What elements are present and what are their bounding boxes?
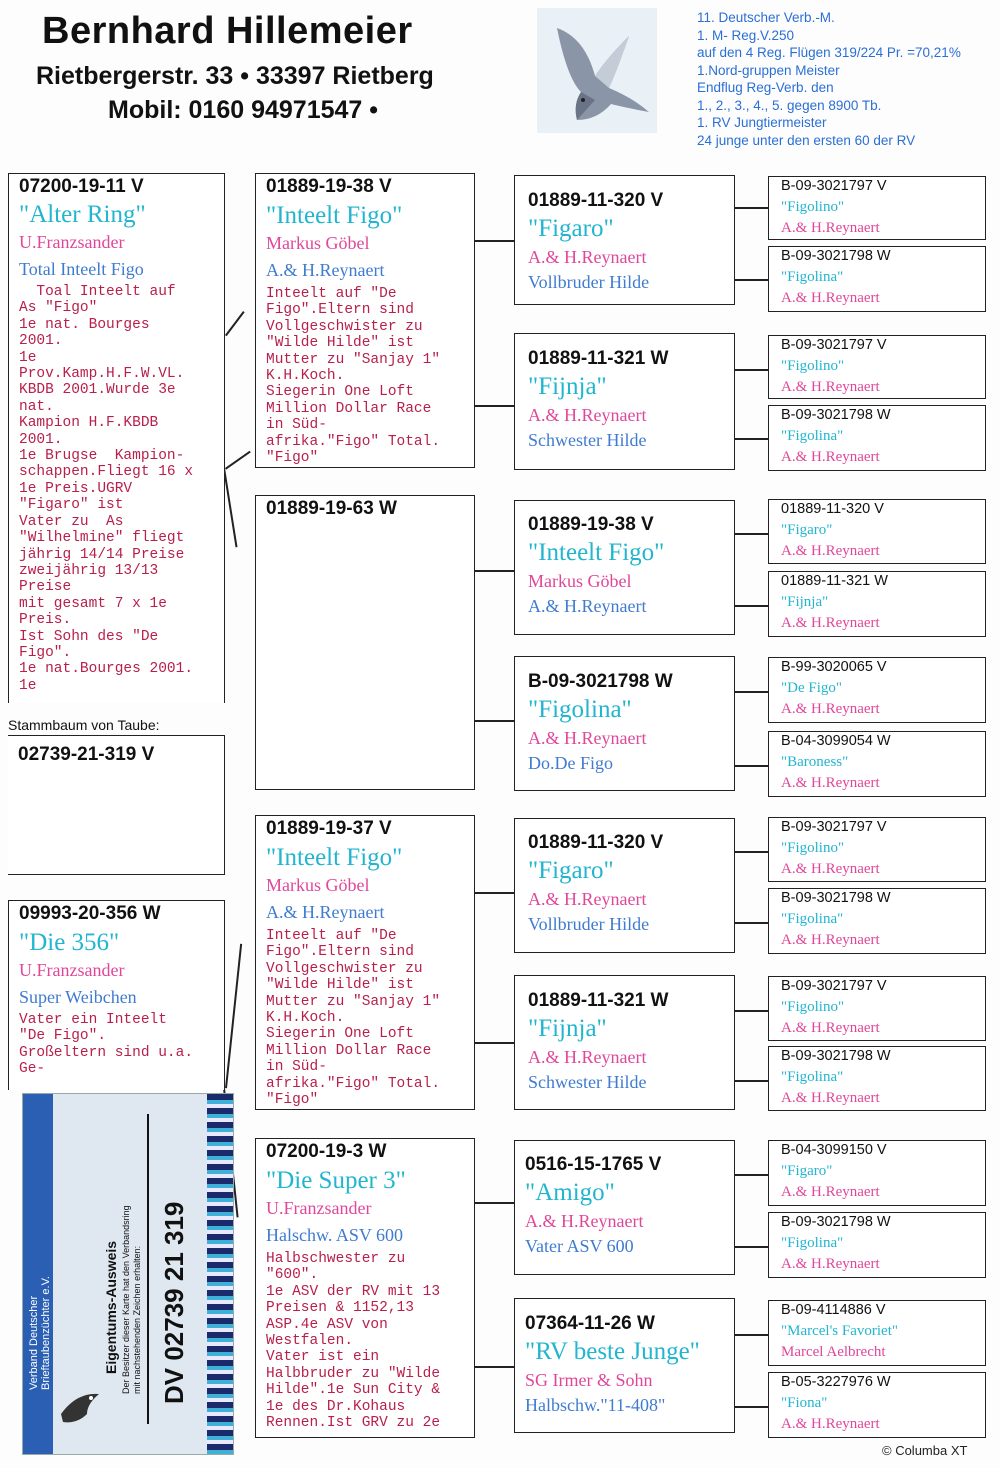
pigeon-name: "Figolina" xyxy=(781,428,844,444)
pigeon-name: "Figaro" xyxy=(781,1163,833,1179)
ownership-card xyxy=(22,1093,234,1455)
ring-number: B-09-3021798 W xyxy=(781,1048,891,1064)
achievement-line: 1. RV Jungtiermeister xyxy=(697,115,827,130)
gen3-card-1[interactable] xyxy=(514,175,735,305)
pigeon-description: A.& H.Reynaert xyxy=(266,260,385,280)
mother-card[interactable] xyxy=(8,900,225,1090)
breeder-name: A.& H.Reynaert xyxy=(781,1256,880,1272)
owner-name: Bernhard Hillemeier xyxy=(42,10,413,52)
ring-number: B-09-3021797 V xyxy=(781,337,887,353)
breeder-name: A.& H.Reynaert xyxy=(781,220,880,236)
breeder-name: A.& H.Reynaert xyxy=(781,1020,880,1036)
card-right-band xyxy=(207,1094,233,1454)
ring-number: 01889-11-321 W xyxy=(781,573,888,589)
pigeon-name: "Baroness" xyxy=(781,754,849,770)
ring-number: B-09-3021798 W xyxy=(781,248,891,264)
gen4-card-6[interactable] xyxy=(768,571,986,637)
pigeon-name: "Die 356" xyxy=(19,929,120,956)
gen2-card-3[interactable] xyxy=(255,815,475,1110)
ring-number: 01889-11-320 V xyxy=(528,832,664,853)
pigeon-description: Schwester Hilde xyxy=(528,1072,647,1092)
ring-number: 07200-19-11 V xyxy=(19,176,144,197)
achievement-line: 1.Nord-gruppen Meister xyxy=(697,62,840,78)
pigeon-notes: Vater ein Inteelt "De Figo". Großeltern sind u.a. Ge- xyxy=(19,1012,194,1078)
breeder-name: Markus Göbel xyxy=(266,233,370,253)
gen2-card-1[interactable] xyxy=(255,173,475,468)
ring-number: 01889-19-38 V xyxy=(266,176,392,197)
achievement-line: 24 junge unter den ersten 60 der RV xyxy=(697,132,916,148)
pigeon-name: "De Figo" xyxy=(781,680,842,696)
ring-number: 01889-19-63 W xyxy=(266,498,397,519)
breeder-name: A.& H.Reynaert xyxy=(781,290,880,306)
pigeon-name: "Figolino" xyxy=(781,199,845,215)
achievement-line: 11. Deutscher Verb.-M. xyxy=(697,10,835,25)
breeder-name: A.& H.Reynaert xyxy=(528,1047,647,1067)
card-divider xyxy=(147,1114,149,1424)
gen3-card-4[interactable] xyxy=(514,656,735,791)
pigeon-name: "Figolino" xyxy=(781,840,845,856)
card-text-line1: Der Besitzer dieser Karte hat den Verbandsring xyxy=(121,1205,131,1394)
achievement-line: 1., 2., 3., 4., 5. gegen 8900 Tb. xyxy=(697,97,882,113)
ring-number: 0516-15-1765 V xyxy=(525,1154,662,1175)
breeder-name: Marcel Aelbrecht xyxy=(781,1344,886,1360)
breeder-name: A.& H.Reynaert xyxy=(781,1090,880,1106)
gen4-card-3[interactable] xyxy=(768,335,986,399)
gen4-card-13[interactable] xyxy=(768,1140,986,1206)
breeder-name: A.& H.Reynaert xyxy=(781,543,880,559)
pigeon-name: "Figolina" xyxy=(781,269,844,285)
pigeon-logo xyxy=(537,8,657,133)
ring-number: B-09-3021798 W xyxy=(781,890,891,906)
breeder-name: Markus Göbel xyxy=(266,875,370,895)
pigeon-name: "Fijnja" xyxy=(528,1015,607,1042)
ring-number: B-09-3021797 V xyxy=(781,978,887,994)
breeder-name: A.& H.Reynaert xyxy=(781,1416,880,1432)
pigeon-description: A.& H.Reynaert xyxy=(266,902,385,922)
pigeon-name: "Fijnja" xyxy=(528,373,607,400)
ring-number: 07364-11-26 W xyxy=(525,1313,655,1334)
subject-pigeon-card[interactable] xyxy=(8,735,225,875)
pigeon-description: Halbschw."11-408" xyxy=(525,1395,666,1415)
breeder-name: U.Franzsander xyxy=(266,1198,372,1218)
ring-number: 01889-11-321 W xyxy=(528,348,669,369)
breeder-name: A.& H.Reynaert xyxy=(781,932,880,948)
breeder-name: A.& H.Reynaert xyxy=(525,1211,644,1231)
pigeon-description: Halschw. ASV 600 xyxy=(266,1225,404,1245)
ring-number: B-09-4114886 V xyxy=(781,1302,886,1318)
card-org xyxy=(28,1110,52,1390)
card-org-line1: Verband Deutscher xyxy=(28,1295,40,1390)
gen4-card-11[interactable] xyxy=(768,976,986,1041)
breeder-name: A.& H.Reynaert xyxy=(781,615,880,631)
pigeon-name: "Figolina" xyxy=(781,1235,844,1251)
ring-number: B-04-3099054 W xyxy=(781,733,891,749)
breeder-name: Markus Göbel xyxy=(528,571,632,591)
pigeon-notes: Inteelt auf "De Figo".Eltern sind Vollgeschwister zu "Wilde Hilde" ist Mutter zu "Sanjay 1" K.H.Koch. Siegerin One Loft Million Dollar Race in Süd- afrika."Figo" Total. "Figo" xyxy=(266,928,441,1109)
gen3-card-2[interactable] xyxy=(514,333,735,470)
ring-number: 01889-11-321 W xyxy=(528,990,669,1011)
ring-number: B-09-3021797 V xyxy=(781,819,887,835)
breeder-name: A.& H.Reynaert xyxy=(528,889,647,909)
breeder-name: A.& H.Reynaert xyxy=(528,405,647,425)
breeder-name: A.& H.Reynaert xyxy=(781,449,880,465)
ring-number: 09993-20-356 W xyxy=(19,903,161,924)
ring-number: B-09-3021798 W xyxy=(781,1214,891,1230)
ring-number: B-09-3021797 V xyxy=(781,178,887,194)
father-card[interactable] xyxy=(8,173,225,703)
pigeon-description: Vollbruder Hilde xyxy=(528,914,650,934)
achievement-line: 1. M- Reg.V.250 xyxy=(697,27,795,43)
ring-number: 01889-19-38 V xyxy=(528,514,654,535)
breeder-name: A.& H.Reynaert xyxy=(528,728,647,748)
breeder-name: A.& H.Reynaert xyxy=(781,861,880,877)
pigeon-name: "Fijnja" xyxy=(781,594,829,610)
ring-number: B-09-3021798 W xyxy=(528,671,673,692)
pigeon-name: "Marcel's Favoriet" xyxy=(781,1323,898,1339)
subject-ring-number: 02739-21-319 V xyxy=(18,744,155,765)
ring-number: B-05-3227976 W xyxy=(781,1374,891,1390)
gen4-card-5[interactable] xyxy=(768,499,986,564)
pigeon-name: "RV beste Junge" xyxy=(525,1338,700,1365)
gen2-card-4[interactable] xyxy=(255,1138,475,1438)
achievement-line: auf den 4 Reg. Flügen 319/224 Pr. =70,21% xyxy=(697,45,961,60)
pigeon-description: A.& H.Reynaert xyxy=(528,596,647,616)
breeder-name: A.& H.Reynaert xyxy=(781,379,880,395)
gen3-card-8[interactable] xyxy=(514,1298,735,1433)
gen3-card-5[interactable] xyxy=(514,818,735,953)
gen4-card-10[interactable] xyxy=(768,888,986,954)
eagle-emblem xyxy=(57,1384,103,1430)
achievements-list xyxy=(697,9,961,149)
breeder-name: U.Franzsander xyxy=(19,232,125,252)
pigeon-name: "Figolino" xyxy=(781,358,845,374)
pigeon-description: Do.De Figo xyxy=(528,753,613,773)
stammbaum-label: Stammbaum von Taube: xyxy=(8,717,160,733)
gen4-card-4[interactable] xyxy=(768,405,986,471)
pigeon-notes: Inteelt auf "De Figo".Eltern sind Vollgeschwister zu "Wilde Hilde" ist Mutter zu "Sanjay 1" K.H.Koch. Siegerin One Loft Million Dollar Race in Süd- afrika."Figo" Total. "Figo" xyxy=(266,286,441,467)
pigeon-name: "Inteelt Figo" xyxy=(528,539,665,566)
pigeon-name: "Figaro" xyxy=(528,857,614,884)
card-org-line2: Brieftaubenzüchter e.V. xyxy=(40,1276,52,1390)
gen4-card-1[interactable] xyxy=(768,176,986,240)
breeder-name: A.& H.Reynaert xyxy=(528,247,647,267)
owner-mobile: Mobil: 0160 94971547 • xyxy=(108,96,379,124)
card-title: Eigentums-Ausweis xyxy=(103,1240,119,1374)
breeder-name: A.& H.Reynaert xyxy=(781,775,880,791)
pigeon-description: Vater ASV 600 xyxy=(525,1236,634,1256)
pigeon-name: "Figolino" xyxy=(781,999,845,1015)
pigeon-name: "Figolina" xyxy=(781,1069,844,1085)
card-ring-number: DV 02739 21 319 xyxy=(159,1201,189,1404)
pigeon-name: "Fiona" xyxy=(781,1395,828,1411)
pigeon-name: "Figolina" xyxy=(781,911,844,927)
gen4-card-9[interactable] xyxy=(768,817,986,882)
pigeon-description: Schwester Hilde xyxy=(528,430,647,450)
pigeon-name: "Die Super 3" xyxy=(266,1167,406,1194)
pigeon-name: "Amigo" xyxy=(525,1179,615,1206)
breeder-name: A.& H.Reynaert xyxy=(781,1184,880,1200)
gen2-card-2[interactable] xyxy=(255,495,475,790)
ring-number: 01889-19-37 V xyxy=(266,818,392,839)
pigeon-notes: Toal Inteelt auf As "Figo" 1e nat. Bourges 2001. 1e Prov.Kamp.H.F.W.VL. KBDB 2001.Wurde 3e nat. Kampion H.F.KBDB 2001. 1e Brugse Kampion- schappen.Fliegt 16 x 1e Preis.UGRV "Figaro" ist Vater zu As "Wilhelmine" fliegt jährig 14/14 Preise zweijährig 13/13 Preise mit gesamt 7 x 1e Preis. Ist Sohn des "De Figo". 1e nat.Bourges 2001. 1e xyxy=(19,284,194,694)
pigeon-name: "Inteelt Figo" xyxy=(266,844,403,871)
owner-address: Rietbergerstr. 33 • 33397 Rietberg xyxy=(36,62,434,90)
copyright-text: © Columba XT xyxy=(882,1443,968,1458)
pigeon-name: "Figaro" xyxy=(528,215,614,242)
breeder-name: U.Franzsander xyxy=(19,960,125,980)
breeder-name: SG Irmer & Sohn xyxy=(525,1370,653,1390)
pigeon-name: "Figolina" xyxy=(528,696,632,723)
gen4-card-8[interactable] xyxy=(768,731,986,797)
pigeon-notes: Halbschwester zu "600". 1e ASV der RV mit 13 Preisen & 1152,13 ASP.4e ASV von Westfalen. Vater ist ein Halbbruder zu "Wilde Hilde".1e Sun City & 1e des Dr.Kohaus Rennen.Ist GRV zu 2e xyxy=(266,1251,441,1432)
pigeon-name: "Figaro" xyxy=(781,522,833,538)
card-text xyxy=(121,1114,143,1394)
pigeon-description: Vollbruder Hilde xyxy=(528,272,650,292)
ring-number: B-09-3021798 W xyxy=(781,407,891,423)
gen3-card-7[interactable] xyxy=(514,1140,735,1275)
gen3-card-6[interactable] xyxy=(514,975,735,1110)
gen4-card-2[interactable] xyxy=(768,246,986,312)
ring-number: 01889-11-320 V xyxy=(528,190,664,211)
pigeon-description: Total Inteelt Figo xyxy=(19,259,144,279)
breeder-name: A.& H.Reynaert xyxy=(781,701,880,717)
gen4-card-15[interactable] xyxy=(768,1300,986,1366)
ring-number: B-04-3099150 V xyxy=(781,1142,887,1158)
gen4-card-12[interactable] xyxy=(768,1046,986,1111)
ring-number: 07200-19-3 W xyxy=(266,1141,387,1162)
achievement-line: Endflug Reg-Verb. den xyxy=(697,80,834,95)
pigeon-name: "Alter Ring" xyxy=(19,201,146,228)
gen3-card-3[interactable] xyxy=(514,500,735,635)
gen4-card-14[interactable] xyxy=(768,1212,986,1278)
ring-number: 01889-11-320 V xyxy=(781,501,884,517)
card-text-line2: mit nachstehenden Zeichen erhalten: xyxy=(132,1245,142,1394)
ring-number: B-99-3020065 V xyxy=(781,659,887,675)
gen4-card-7[interactable] xyxy=(768,657,986,723)
pigeon-description: Super Weibchen xyxy=(19,987,137,1007)
gen4-card-16[interactable] xyxy=(768,1372,986,1438)
pigeon-name: "Inteelt Figo" xyxy=(266,202,403,229)
